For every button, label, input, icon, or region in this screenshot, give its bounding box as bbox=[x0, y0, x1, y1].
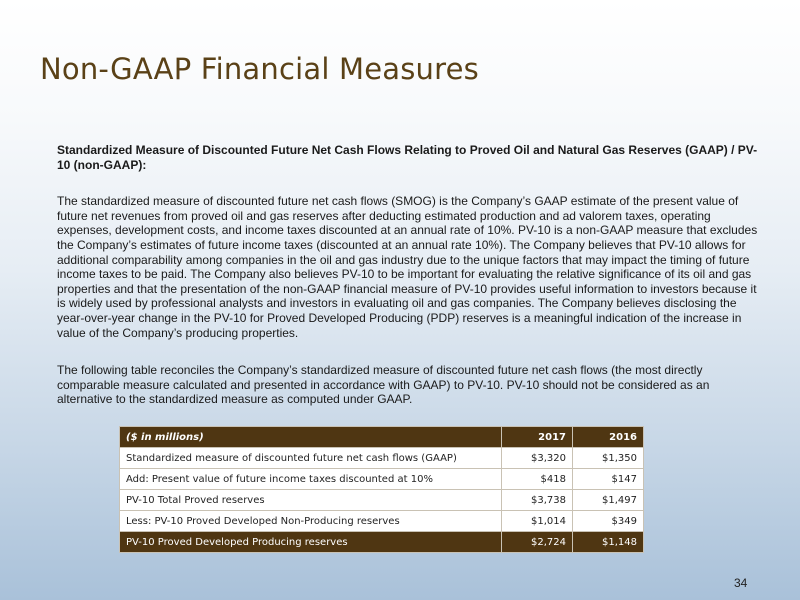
value-2016: $1,148 bbox=[573, 532, 644, 553]
smog-explanation-paragraph: The standardized measure of discounted future net cash flows (SMOG) is the Company’s GAAP estimate of the present value of future net revenues from proved oil and gas reserves after deducting estimated production and ad valorem taxes, operating expenses, development costs, and income taxes discounted at an annual rate of 10%. PV-10 is a non-GAAP measure that excludes the Company’s estimates of future income taxes (discounted at an annual rate 10%). The Company believes that PV-10 allows for additional comparability among companies in the oil and gas industry due to the unique factors that may impact the timing of future income taxes to be paid. The Company also believes PV-10 to be important for evaluating the relative significance of its oil and gas properties and that the presentation of the non-GAAP financial measure of PV-10 provides useful information to investors because it is widely used by professional analysts and investors in evaluating oil and gas companies. The Company believes disclosing the year-over-year change in the PV-10 for Proved Developed Producing (PDP) reserves is a meaningful indication of the increase in value of the Company’s producing properties. bbox=[57, 194, 758, 340]
reconciliation-intro-paragraph: The following table reconciles the Company’s standardized measure of discounted future net cash flows (the most directly comparable measure calculated and presented in accordance with GAAP) to PV-10. PV-10 should not be considered as an alternative to the standardized measure as computed under GAAP. bbox=[57, 363, 710, 407]
value-2016: $1,350 bbox=[573, 448, 644, 469]
value-2016: $1,497 bbox=[573, 490, 644, 511]
section-subheading: Standardized Measure of Discounted Future Net Cash Flows Relating to Proved Oil and Natural Gas Reserves (GAAP) / PV-10 (non-GAAP): bbox=[57, 143, 758, 172]
value-2017: $1,014 bbox=[502, 511, 573, 532]
table-total-row bbox=[120, 532, 644, 553]
row-label: Standardized measure of discounted future net cash flows (GAAP) bbox=[120, 448, 502, 469]
table-row bbox=[120, 448, 644, 469]
value-2016: $349 bbox=[573, 511, 644, 532]
value-2017: $418 bbox=[502, 469, 573, 490]
value-2017: $3,320 bbox=[502, 448, 573, 469]
slide-title: Non-GAAP Financial Measures bbox=[40, 52, 479, 86]
table-header-row bbox=[120, 427, 644, 448]
year-2016-header: 2016 bbox=[573, 427, 644, 448]
row-label: Add: Present value of future income taxes discounted at 10% bbox=[120, 469, 502, 490]
page-number: 34 bbox=[734, 576, 748, 590]
table-row bbox=[120, 490, 644, 511]
table-row bbox=[120, 511, 644, 532]
units-header: ($ in millions) bbox=[120, 427, 502, 448]
year-2017-header: 2017 bbox=[502, 427, 573, 448]
row-label: PV-10 Proved Developed Producing reserves bbox=[120, 532, 502, 553]
row-label: Less: PV-10 Proved Developed Non-Producing reserves bbox=[120, 511, 502, 532]
table-row bbox=[120, 469, 644, 490]
row-label: PV-10 Total Proved reserves bbox=[120, 490, 502, 511]
reconciliation-table bbox=[119, 426, 644, 553]
slide-body bbox=[57, 143, 767, 430]
value-2016: $147 bbox=[573, 469, 644, 490]
value-2017: $3,738 bbox=[502, 490, 573, 511]
value-2017: $2,724 bbox=[502, 532, 573, 553]
